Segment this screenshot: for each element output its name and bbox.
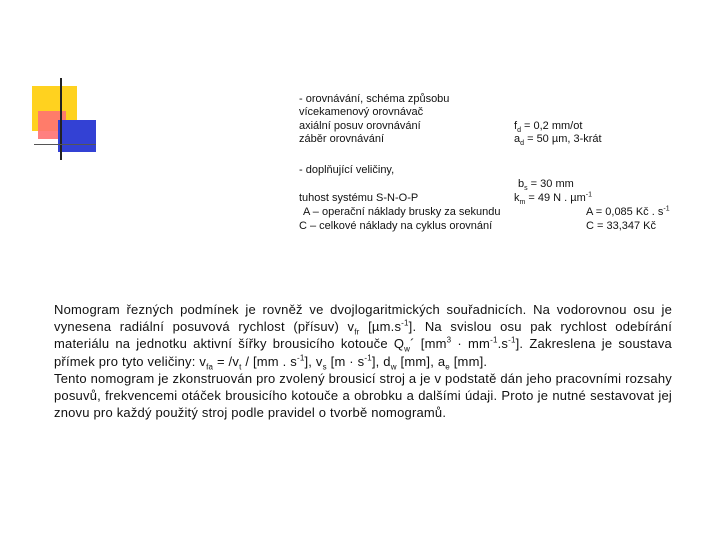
ad-value: $a_d = 50$ µm, 3-krát [514, 133, 602, 148]
decor-blue-square [58, 120, 96, 152]
block1-line3: axiální posuv orovnávání [299, 120, 421, 132]
block1-line1: - orovnávání, schéma způsobu [299, 93, 450, 105]
decor-vertical-line [60, 78, 62, 160]
block2-header: - doplňující veličiny, [299, 164, 395, 176]
block1-line4: záběr orovnávání [299, 133, 384, 145]
A-label: A – operační náklady brusky za sekundu [303, 206, 501, 218]
A-value: A = 0,085 Kč . $s^{-1}$ [586, 205, 670, 218]
C-label: C – celkové náklady na cyklus orovnání [299, 220, 493, 232]
bs-value: $b_s = 30$ mm [518, 178, 574, 193]
block1-line2: vícekamenový orovnávač [299, 106, 424, 118]
nomogram-paragraph: Nomogram řezných podmínek je rovněž ve dvojlogaritmických souřadnicích. Na vodorovnou osu je vynesena radiální posuvová rychlost (přísuv) $v_{fr}$ $[\mu m.s^{-1}]$. Na svislou osu pak rychlost odebírání materiálu na jednotku aktivní šířky brousicího kotouče $Q_w´$ $[mm^3 \cdot mm^{-1}.s^{-1}]$. Zakreslena je soustava přímek pro tyto veličiny: $v_{fa} = /v_t / [mm$ . $s^{-1}$], $v_s$ $[m \cdot s^{-1}]$, $d_w$ [mm], $a_e$ [mm]. Tento nomogram je zkonstruován pro zvolený brousicí stroj a je v podstatě dán jeho pracovními rozsahy posuvů, frekvencemi otáček brousicího kotouče a obrobku a dalšími údaji. Proto je nutné sestavovat jej znovu pro každý použitý stroj podle pravidel o tvorbě nomogramů. [54, 302, 673, 421]
fd-value: $f_d = 0,2$ mm/ot [514, 120, 583, 135]
decor-horizontal-line [34, 144, 96, 145]
km-value: $k_m = 49$ N . µm$^{-1}$ [514, 191, 593, 207]
tuhost-label: tuhost systému S-N-O-P [299, 192, 419, 204]
C-value: C = 33,347 Kč [586, 220, 657, 232]
